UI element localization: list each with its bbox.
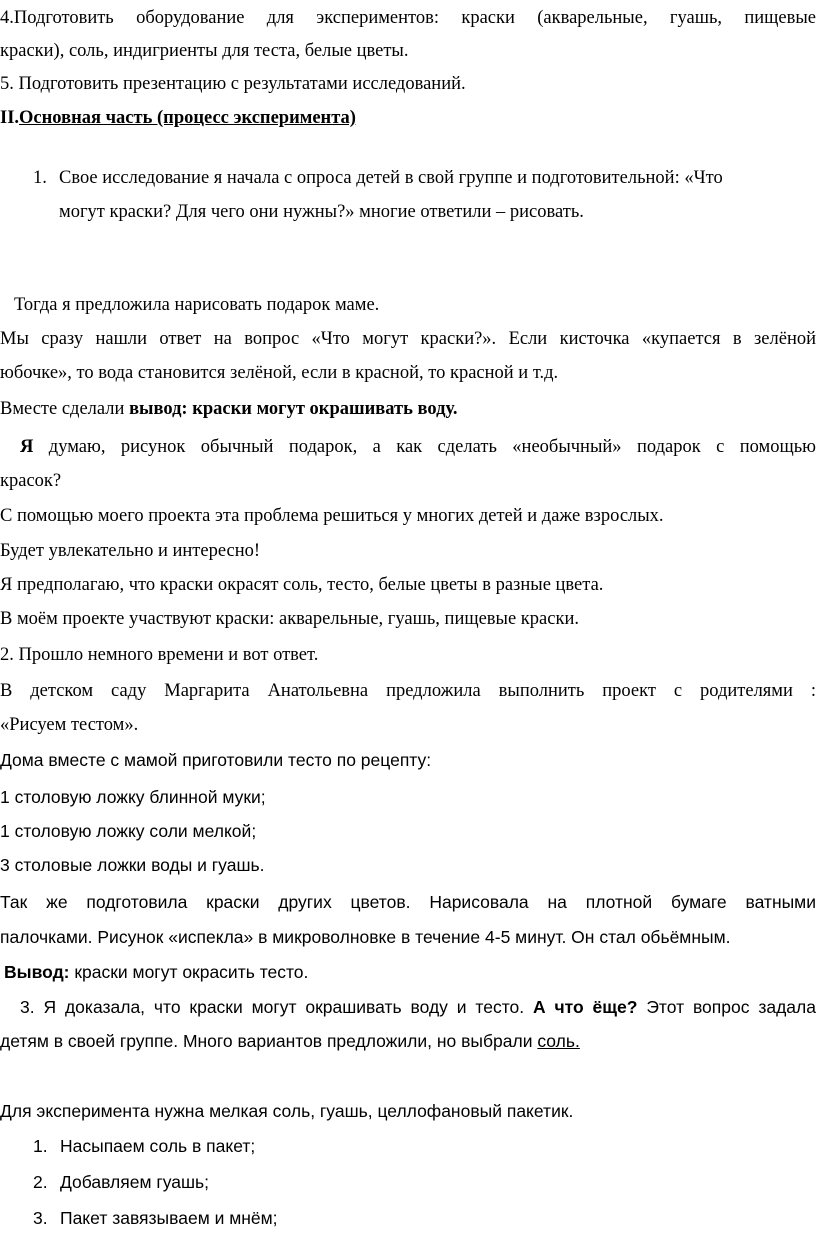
fun-paragraph: Будет увлекательно и интересно! — [0, 541, 261, 561]
item3-line-2-prefix: детям в своей группе. Много вариантов предложили, но выбрали — [0, 1031, 538, 1051]
other-colors-line-1: Так же подготовила краски других цветов. Нарисовала на плотной бумаге ватными — [0, 892, 816, 912]
participants-paragraph: В моём проекте участвуют краски: акварельные, гуашь, пищевые краски. — [0, 609, 579, 629]
item3-line-1 — [20, 995, 816, 1019]
other-colors-line-2: палочками. Рисунок «испекла» в микроволновке в течение 4-5 минут. Он стал обьёмным. — [0, 927, 731, 947]
step-list-item — [0, 1170, 816, 1194]
recipe-item: 3 столовые ложки воды и гуашь. — [0, 855, 265, 875]
recipe-item: 1 столовую ложку блинной муки; — [0, 787, 266, 807]
think-bold-word: Я — [20, 437, 34, 457]
list-item-1-line-2: могут краски? Для чего они нужны?» многие ответили – рисовать. — [59, 202, 584, 222]
conclusion-water-bold: вывод: краски могут окрашивать воду. — [129, 399, 458, 419]
list-item-1 — [0, 166, 816, 190]
section-roman-numeral: II. — [0, 108, 20, 128]
step-list-item — [0, 1206, 816, 1230]
conclusion-dough-bold: Вывод: — [4, 962, 70, 982]
presentation-paragraph: 5. Подготовить презентацию с результатами исследований. — [0, 74, 466, 94]
list-item-1-line-1: Свое исследование я начала с опроса детей в свой группе и подготовительной: «Что — [59, 168, 723, 188]
answer-line-2: юбочке», то вода становится зелёной, если в красной, то красной и т.д. — [0, 363, 559, 383]
think-line-2: красок? — [0, 471, 62, 491]
section-title: Основная часть (процесс эксперимента) — [19, 108, 356, 128]
kindergarten-line-1: В детском саду Маргарита Анатольевна предложила выполнить проект с родителями : — [0, 681, 816, 701]
kindergarten-line-2: «Рисуем тестом». — [0, 715, 139, 735]
section-heading — [0, 106, 816, 130]
think-line-1 — [20, 435, 816, 459]
problem-paragraph: С помощью моего проекта эта проблема решиться у многих детей и даже взрослых. — [0, 506, 664, 526]
recipe-intro: Дома вместе с мамой приготовили тесто по рецепту: — [0, 750, 432, 770]
experiment-needs-paragraph: Для эксперимента нужна мелкая соль, гуашь, целлофановый пакетик. — [0, 1101, 574, 1121]
conclusion-water-paragraph — [0, 397, 816, 421]
step-number: 2. — [33, 1172, 48, 1192]
step-number: 1. — [33, 1136, 48, 1156]
equipment-line-2: краски), соль, индигриенты для теста, белые цветы. — [0, 41, 409, 61]
recipe-item: 1 столовую ложку соли мелкой; — [0, 821, 257, 841]
item3-underlined-word: соль. — [537, 1031, 580, 1051]
equipment-line-1: 4.Подготовить оборудование для экспериментов: краски (акварельные, гуашь, пищевые — [0, 8, 816, 28]
step-list-item — [0, 1134, 816, 1158]
think-line-1-rest: думаю, рисунок обычный подарок, а как сделать «необычный» подарок с помощью — [33, 437, 816, 457]
time-paragraph: 2. Прошло немного времени и вот ответ. — [0, 645, 319, 665]
step-text: Насыпаем соль в пакет; — [60, 1136, 256, 1156]
item3-prefix: 3. Я доказала, что краски могут окрашивать воду и тесто. — [20, 997, 533, 1017]
conclusion-water-prefix: Вместе сделали — [0, 399, 130, 419]
item3-line-2 — [0, 1029, 816, 1053]
step-text: Добавляем гуашь; — [60, 1172, 210, 1192]
list-item-1-number: 1. — [33, 168, 47, 188]
conclusion-dough-rest: краски могут окрасить тесто. — [69, 962, 309, 982]
assume-paragraph: Я предполагаю, что краски окрасят соль, тесто, белые цветы в разные цвета. — [0, 575, 604, 595]
step-number: 3. — [33, 1208, 48, 1228]
answer-line-1: Мы сразу нашли ответ на вопрос «Что могут краски?». Если кисточка «купается в зелёной — [0, 329, 816, 349]
gift-paragraph: Тогда я предложила нарисовать подарок маме. — [14, 295, 380, 315]
step-text: Пакет завязываем и мнём; — [60, 1208, 278, 1228]
item3-bold-question: А что ёще? — [532, 997, 638, 1017]
conclusion-dough-paragraph — [4, 960, 816, 984]
item3-line-1-rest: Этот вопрос задала — [637, 997, 816, 1017]
